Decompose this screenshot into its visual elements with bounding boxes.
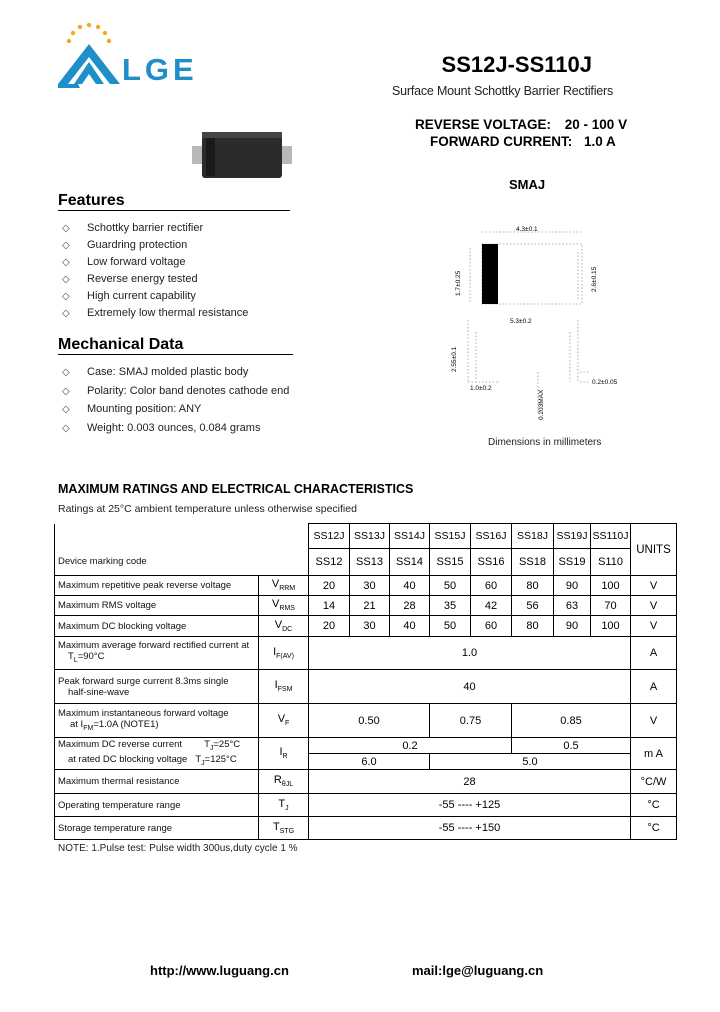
ratings-table-subtitle: Ratings at 25°C ambient temperature unless otherwise specified — [58, 503, 357, 515]
table-cell: SS18 — [512, 549, 554, 576]
mechanical-divider — [58, 354, 293, 355]
symbol: V — [271, 578, 280, 591]
label-sub: J — [209, 744, 214, 752]
label-part: =1.0A (NOTE1) — [93, 718, 159, 730]
dim-label: 5.3±0.2 — [510, 318, 532, 325]
table-cell: 21 — [350, 596, 390, 616]
logo-mark-icon — [58, 22, 120, 88]
product-subtitle: Surface Mount Schottky Barrier Rectifiers — [392, 84, 614, 98]
table-cell: 40 — [309, 670, 631, 704]
unit-cell: V — [631, 704, 677, 738]
table-cell: 20 — [309, 616, 350, 637]
forward-current-label: FORWARD CURRENT: — [430, 134, 573, 149]
symbol: T — [278, 797, 286, 810]
table-cell: 80 — [512, 616, 554, 637]
row-label: Storage temperature range — [55, 817, 259, 840]
table-row — [55, 637, 677, 670]
symbol-cell — [259, 637, 309, 670]
row-label-line: Maximum instantaneous forward voltage — [58, 707, 229, 719]
symbol-cell — [259, 576, 309, 596]
part-header-cell: SS13J — [350, 524, 390, 549]
symbol-cell — [259, 670, 309, 704]
feature-item: ◇ Low forward voltage — [58, 255, 338, 272]
reverse-voltage-value: 20 - 100 V — [564, 117, 628, 132]
table-cell: 56 — [512, 596, 554, 616]
row-label: Operating temperature range — [55, 794, 259, 817]
package-name: SMAJ — [509, 177, 546, 192]
row-label — [55, 637, 259, 670]
feature-item: ◇ Extremely low thermal resistance — [58, 306, 338, 323]
symbol: V — [277, 713, 286, 726]
part-header-cell: SS110J — [591, 524, 631, 549]
features-divider — [58, 210, 290, 211]
table-cell: 50 — [430, 576, 471, 596]
table-cell: S110 — [591, 549, 631, 576]
brand-name: LGE — [122, 52, 198, 87]
feature-item: ◇ Reverse energy tested — [58, 272, 338, 289]
dim-label: 0.203MAX — [538, 389, 545, 420]
symbol-sub: R — [282, 753, 288, 761]
forward-current-value: 1.0 A — [584, 134, 616, 149]
row-label-line: Maximum average forward rectified current at — [58, 640, 250, 652]
feature-item: ◇ High current capability — [58, 289, 338, 306]
table-row — [55, 576, 677, 596]
symbol-sub: RRM — [279, 585, 296, 593]
row-label-line — [58, 754, 258, 769]
features-list — [58, 221, 338, 323]
table-cell: 0.50 — [309, 704, 430, 738]
table-header-row — [55, 524, 677, 549]
table-cell: SS19 — [554, 549, 591, 576]
row-label — [55, 704, 259, 738]
dim-label: 4.3±0.1 — [516, 226, 538, 233]
table-cell: 35 — [430, 596, 471, 616]
table-row — [55, 596, 677, 616]
symbol-sub: FSM — [277, 686, 293, 694]
footer-website-link[interactable]: http://www.luguang.cn — [150, 963, 289, 978]
table-cell: -55 ---- +150 — [309, 817, 631, 840]
dimension-diagram — [440, 222, 620, 432]
row-label — [55, 738, 259, 770]
table-row — [55, 616, 677, 637]
symbol: V — [274, 618, 283, 631]
row-label: Maximum RMS voltage — [55, 596, 259, 616]
label-part: T — [68, 651, 74, 663]
dim-label: 2.6±0.15 — [591, 266, 598, 292]
symbol-cell — [259, 794, 309, 817]
label-part: =25°C — [213, 738, 241, 750]
symbol-sub: θJL — [281, 781, 294, 789]
row-label: Maximum repetitive peak reverse voltage — [55, 576, 259, 596]
unit-cell: °C — [631, 817, 677, 840]
symbol-cell — [259, 704, 309, 738]
part-header-cell: SS14J — [390, 524, 430, 549]
features-title: Features — [58, 192, 125, 209]
reverse-voltage-spec — [415, 117, 627, 132]
symbol-sub: F — [285, 720, 290, 728]
row-label — [55, 670, 259, 704]
row-label-line: Peak forward surge current 8.3ms single — [58, 675, 229, 687]
mechanical-item: ◇ Mounting position: ANY — [58, 402, 338, 421]
table-cell: 20 — [309, 576, 350, 596]
unit-cell: V — [631, 596, 677, 616]
label-part: T — [195, 753, 202, 765]
symbol-cell — [259, 596, 309, 616]
forward-current-spec — [430, 134, 616, 149]
dim-label: 1.0±0.2 — [470, 385, 492, 392]
table-row — [55, 770, 677, 794]
table-cell: 63 — [554, 596, 591, 616]
row-label-line — [58, 739, 258, 754]
symbol: T — [272, 820, 280, 833]
feature-item: ◇ Guardring protection — [58, 238, 338, 255]
unit-cell: A — [631, 670, 677, 704]
symbol-sub: J — [285, 805, 289, 813]
table-cell: -55 ---- +125 — [309, 794, 631, 817]
table-cell: 40 — [390, 616, 430, 637]
dimensions-caption: Dimensions in millimeters — [488, 437, 602, 448]
part-number-title: SS12J-SS110J — [441, 52, 592, 77]
symbol-cell — [259, 770, 309, 794]
table-cell: 80 — [512, 576, 554, 596]
label-sub: J — [201, 759, 205, 767]
mechanical-item: ◇ Weight: 0.003 ounces, 0.084 grams — [58, 421, 338, 440]
table-cell: 90 — [554, 616, 591, 637]
mechanical-list — [58, 365, 338, 439]
table-cell: 60 — [471, 616, 512, 637]
row-label: Device marking code — [55, 549, 309, 576]
label-part: Maximum DC reverse current — [58, 738, 183, 750]
label-sub: FM — [83, 724, 94, 732]
dim-label: 0.2±0.05 — [592, 379, 618, 386]
mechanical-item: ◇ Case: SMAJ molded plastic body — [58, 365, 338, 384]
table-cell: 100 — [591, 616, 631, 637]
header-blank-cell — [55, 524, 309, 549]
table-cell: SS16 — [471, 549, 512, 576]
table-row — [55, 738, 677, 754]
row-label-line — [58, 651, 258, 666]
unit-cell: °C — [631, 794, 677, 817]
part-header-cell: SS12J — [309, 524, 350, 549]
symbol-sub: DC — [282, 626, 293, 634]
table-cell: 42 — [471, 596, 512, 616]
symbol-cell — [259, 817, 309, 840]
label-part: =90°C — [77, 651, 105, 663]
ratings-table — [54, 523, 677, 840]
table-cell: 0.75 — [430, 704, 512, 738]
package-photo — [192, 130, 292, 182]
ratings-table-title: MAXIMUM RATINGS AND ELECTRICAL CHARACTERISTICS — [58, 482, 414, 496]
table-cell: 6.0 — [309, 754, 430, 770]
part-header-cell: SS18J — [512, 524, 554, 549]
unit-cell: V — [631, 616, 677, 637]
table-row — [55, 549, 677, 576]
table-cell: SS13 — [350, 549, 390, 576]
part-header-cell: SS16J — [471, 524, 512, 549]
table-cell: 28 — [309, 770, 631, 794]
smaj-package-image — [192, 130, 292, 182]
table-cell: 40 — [390, 576, 430, 596]
table-cell: SS14 — [390, 549, 430, 576]
symbol: I — [274, 679, 278, 692]
table-note: NOTE: 1.Pulse test: Pulse width 300us,duty cycle 1 % — [58, 843, 298, 854]
label-part: at I — [70, 718, 84, 730]
label-part: T — [204, 738, 210, 750]
table-cell: SS15 — [430, 549, 471, 576]
row-label-line: half-sine-wave — [68, 686, 130, 698]
unit-cell: A — [631, 637, 677, 670]
table-row — [55, 817, 677, 840]
part-header-cell: SS19J — [554, 524, 591, 549]
table-cell: 0.2 — [309, 738, 512, 754]
label-part: =125°C — [204, 753, 237, 765]
symbol: V — [272, 598, 280, 611]
symbol-sub: STG — [279, 828, 295, 836]
symbol: R — [273, 774, 282, 787]
mechanical-title: Mechanical Data — [58, 336, 184, 353]
table-cell: 100 — [591, 576, 631, 596]
table-cell: 30 — [350, 616, 390, 637]
table-cell: SS12 — [309, 549, 350, 576]
label-sub: L — [73, 656, 78, 664]
symbol-cell — [259, 616, 309, 637]
table-row — [55, 704, 677, 738]
table-cell: 70 — [591, 596, 631, 616]
mechanical-item: ◇ Polarity: Color band denotes cathode end — [58, 384, 338, 403]
symbol-sub: RMS — [279, 605, 295, 613]
table-cell: 28 — [390, 596, 430, 616]
table-cell: 50 — [430, 616, 471, 637]
part-header-cell: SS15J — [430, 524, 471, 549]
row-label: Maximum thermal resistance — [55, 770, 259, 794]
row-label: Maximum DC blocking voltage — [55, 616, 259, 637]
label-part: at rated DC blocking voltage — [68, 753, 188, 765]
dim-label: 2.55±0.1 — [451, 346, 458, 372]
dim-label: 1.7±0.25 — [455, 270, 462, 296]
table-cell: 5.0 — [430, 754, 631, 770]
reverse-voltage-label: REVERSE VOLTAGE: — [415, 117, 552, 132]
symbol-cell — [259, 738, 309, 770]
feature-item: ◇ Schottky barrier rectifier — [58, 221, 338, 238]
symbol-sub: F(AV) — [276, 653, 294, 661]
table-cell: 1.0 — [309, 637, 631, 670]
dimension-drawing — [440, 222, 620, 432]
symbol: I — [273, 645, 277, 658]
symbol: I — [279, 746, 283, 759]
unit-cell: °C/W — [631, 770, 677, 794]
unit-cell: m A — [631, 738, 677, 770]
footer-email-link[interactable]: mail:lge@luguang.cn — [412, 963, 544, 978]
table-cell: 0.85 — [512, 704, 631, 738]
row-label-line — [58, 719, 258, 734]
table-cell: 14 — [309, 596, 350, 616]
company-logo — [58, 22, 120, 88]
table-row — [55, 794, 677, 817]
table-cell: 90 — [554, 576, 591, 596]
unit-cell: V — [631, 576, 677, 596]
table-cell: 60 — [471, 576, 512, 596]
table-cell: 30 — [350, 576, 390, 596]
table-row — [55, 670, 677, 704]
units-header-cell: UNITS — [631, 524, 677, 576]
table-cell: 0.5 — [512, 738, 631, 754]
